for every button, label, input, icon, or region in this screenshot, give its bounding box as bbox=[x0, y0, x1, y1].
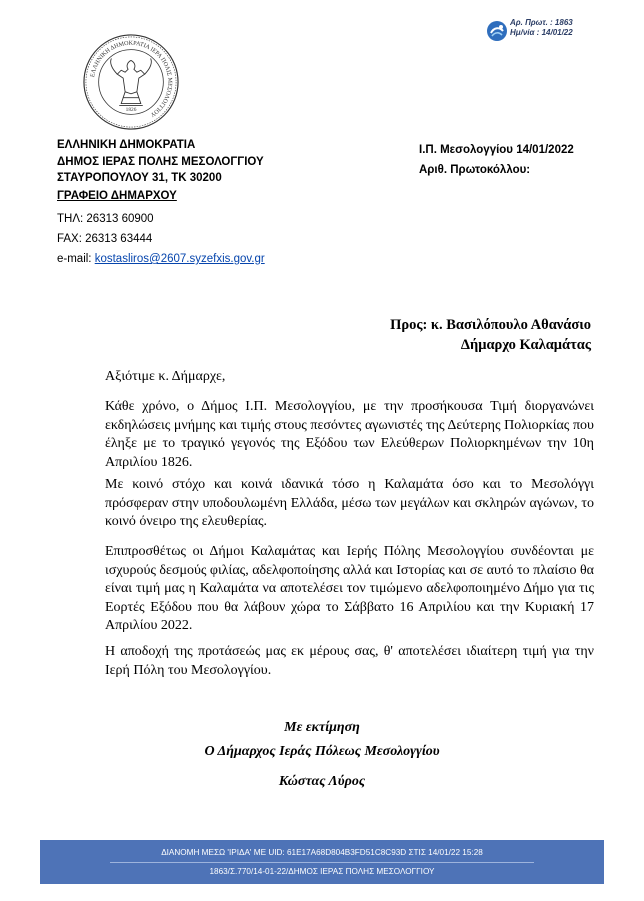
greeting: Αξιότιμε κ. Δήμαρχε, bbox=[105, 369, 226, 384]
document-meta bbox=[419, 140, 574, 180]
iris-logo-icon bbox=[486, 20, 508, 42]
municipality-seal bbox=[82, 33, 180, 131]
protocol-label: Αριθ. Πρωτοκόλλου: bbox=[419, 164, 531, 176]
recipient-name: Προς: κ. Βασιλόπουλο Αθανάσιο bbox=[390, 317, 591, 333]
paragraph-3: Επιπροσθέτως οι Δήμοι Καλαμάτας και Ιερής Πόλης Μεσολογγίου συνδέονται με ισχυρούς δεσμούς φιλίας, αδελφοποίησης αλλά και Ιστορίας και σε αυτό το πλαίσιο θα είναι τιμή μας η Καλαμάτα να αποτελέσει τον τιμώμενο αδελφοποιημένο Δήμο για τις Εορτές Εξόδου που θα λάβουν χώρα το Σάββατο 16 Απριλίου και την Κυριακή 17 Απριλίου 2022. bbox=[105, 544, 594, 633]
stamp-protocol-number: Αρ. Πρωτ. : 1863 bbox=[510, 18, 573, 27]
email-line bbox=[57, 249, 265, 269]
office-title: ΓΡΑΦΕΙΟ ΔΗΜΑΡΧΟΥ bbox=[57, 190, 177, 202]
contact-block bbox=[57, 209, 265, 269]
seal-year: 1826 bbox=[125, 106, 137, 113]
protocol-stamp bbox=[510, 18, 573, 38]
fax-line: FAX: 26313 63444 bbox=[57, 233, 153, 245]
republic-line: ΕΛΛΗΝΙΚΗ ΔΗΜΟΚΡΑΤΙΑ bbox=[57, 139, 196, 151]
place-date: Ι.Π. Μεσολογγίου 14/01/2022 bbox=[419, 144, 574, 156]
closing-salutation: Με εκτίμηση bbox=[284, 720, 360, 735]
address-line: ΣΤΑΥΡΟΠΟΥΛΟΥ 31, ΤΚ 30200 bbox=[57, 172, 222, 184]
municipality-line: ΔΗΜΟΣ ΙΕΡΑΣ ΠΟΛΗΣ ΜΕΣΟΛΟΓΓΙΟΥ bbox=[57, 155, 264, 168]
paragraph-2: Με κοινό στόχο και κοινά ιδανικά τόσο η Καλαμάτα όσο και το Μεσολόγγι πρόσφεραν στην υποδουλωμένη Ελλάδα, μέσω των μεγάλων και σκληρών αγώνων, το κοινό όνειρο της ελευθερίας. bbox=[105, 477, 594, 529]
paragraph-4: Η αποδοχή της προτάσεώς μας εκ μέρους σας, θ' αποτελέσει ιδιαίτερη τιμή για την Ιερή Πόλη του Μεσολογγίου. bbox=[105, 644, 594, 678]
paragraph-1: Κάθε χρόνο, ο Δήμος Ι.Π. Μεσολογγίου, με την προσήκουσα Τιμή διοργανώνει εκδηλώσεις μνήμης και τιμής στους πεσόντες αγωνιστές της Δεύτερης Πολιορκίας που έληξε με το τραγικό γεγονός της Εξόδου των Ελεύθερων Πολιορκημένων την 10η Απριλίου 1826. bbox=[105, 399, 594, 470]
email-label: e-mail: bbox=[57, 253, 95, 265]
email-link[interactable]: kostasliros@2607.syzefxis.gov.gr bbox=[94, 253, 265, 265]
signatory-title: Ο Δήμαρχος Ιεράς Πόλεως Μεσολογγίου bbox=[204, 744, 440, 759]
sender-header bbox=[57, 137, 264, 187]
seal-ring-text: ΕΛΛΗΝΙΚΗ ΔΗΜΟΚΡΑΤΙΑ ΙΕΡΑ ΠΟΛΙΣ ΜΕΣΟΛΟΓΓΙΟΥ bbox=[90, 40, 173, 118]
signature-block bbox=[0, 716, 644, 794]
footer-divider bbox=[110, 862, 534, 863]
recipient-title: Δήμαρχο Καλαμάτας bbox=[460, 337, 591, 353]
recipient-block bbox=[390, 315, 591, 355]
phone-line: ΤΗΛ: 26313 60900 bbox=[57, 213, 154, 225]
footer-protocol-line: 1863/Σ.770/14-01-22/ΔΗΜΟΣ ΙΕΡΑΣ ΠΟΛΗΣ ΜΕΣΟΛΟΓΓΙΟΥ bbox=[209, 867, 435, 876]
distribution-footer bbox=[40, 840, 604, 884]
signatory-name: Κώστας Λύρος bbox=[278, 774, 366, 789]
seal-figure-icon bbox=[111, 58, 152, 105]
footer-uid-line: ΔΙΑΝΟΜΗ ΜΕΣΩ 'ΙΡΙΔΑ' ΜΕ UID: 61E17A68D804B3FD51C8C93D ΣΤΙΣ 14/01/22 15:28 bbox=[161, 848, 483, 857]
stamp-date: Ημ/νία : 14/01/22 bbox=[510, 28, 573, 37]
